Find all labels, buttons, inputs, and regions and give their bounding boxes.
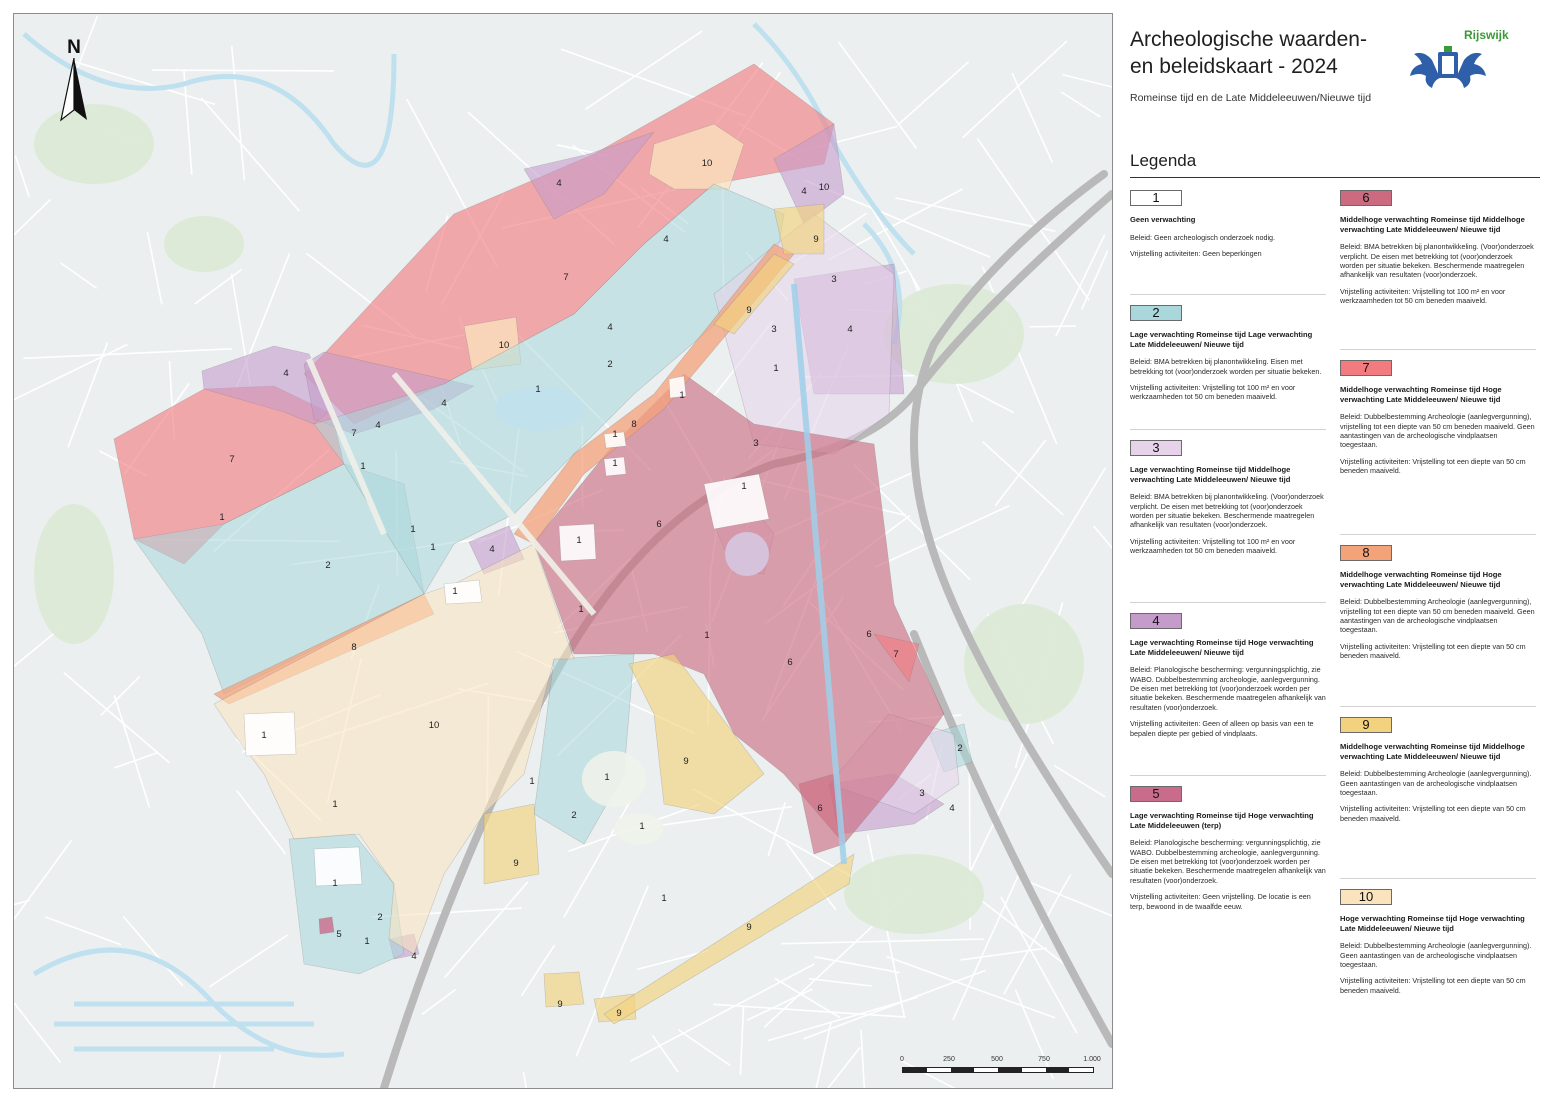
legend-item-description: [1340, 769, 1536, 823]
legend-item-name: Lage verwachting Romeinse tijd Hoge verwachting Late Middeleeuwen (terp): [1130, 811, 1314, 830]
zone-label: 1: [529, 776, 535, 787]
legend-item-beleid: Beleid: Dubbelbestemming Archeologie (aanlegvergunning). Geen aantastingen van de archeologische vindplaatsen toegestaan.: [1340, 941, 1532, 969]
zone-label: 1: [261, 730, 267, 741]
legend-item-name: Middelhoge verwachting Romeinse tijd Middelhoge verwachting Late Middeleeuwen/ Nieuwe tijd: [1340, 742, 1525, 761]
zone-label: 4: [283, 368, 289, 379]
zone-label: 1: [679, 390, 685, 401]
zone-label: 1: [332, 878, 338, 889]
zone-label: 9: [746, 922, 752, 933]
zone-label: 6: [866, 629, 872, 640]
legend-item-description: [1130, 357, 1326, 402]
zone-label: 6: [817, 803, 823, 814]
zone-label: 2: [607, 359, 613, 370]
zone-9: [544, 972, 584, 1007]
legend-item-2: [1130, 305, 1326, 430]
map-title-line: Archeologische waarden-: [1130, 28, 1367, 51]
zone-label: 10: [701, 158, 713, 169]
zone-label: 7: [351, 428, 357, 439]
zone-label: 7: [893, 649, 899, 660]
legend-item-4: [1130, 613, 1326, 776]
legend-swatch: 1: [1130, 190, 1182, 206]
legend-item-name: Geen verwachting: [1130, 215, 1196, 224]
map-frame[interactable]: [13, 13, 1113, 1089]
zone-label: 10: [428, 720, 440, 731]
zone-label: 1: [430, 542, 436, 553]
zone-label: 1: [360, 461, 366, 472]
north-arrow-icon: [60, 58, 88, 128]
zone-label: 6: [656, 519, 662, 530]
zone-label: 9: [616, 1008, 622, 1019]
legend-swatch: 5: [1130, 786, 1182, 802]
map-title: [1130, 26, 1420, 80]
zone-label: 4: [663, 234, 669, 245]
zone-label: 4: [847, 324, 853, 335]
legend-item-vrijstelling: Vrijstelling activiteiten: Geen vrijstelling. De locatie is een terp, bewoond in de twaalfde eeuw.: [1130, 892, 1311, 911]
zone-label: 3: [919, 788, 925, 799]
zone-label: 7: [563, 272, 569, 283]
zone-1: [444, 580, 482, 604]
legend-item-10: [1340, 889, 1536, 1009]
scale-tick: 500: [991, 1056, 1003, 1063]
legend-item-9: [1340, 717, 1536, 879]
scale-tick: 250: [943, 1056, 955, 1063]
zone-label: 1: [741, 481, 747, 492]
zone-label: 1: [364, 936, 370, 947]
side-panel: [1122, 0, 1552, 1100]
legend-item-beleid: Beleid: Dubbelbestemming Archeologie (aanlegvergunning), vrijstelling tot een diepte van 50 cm beneden maaiveld. Geen aantastingen van de archeologische vindplaatsen toegestaan.: [1340, 412, 1535, 450]
zone-1: [704, 474, 769, 529]
legend-item-5: [1130, 786, 1326, 925]
zone-label: 4: [375, 420, 381, 431]
zone-label: 10: [818, 182, 830, 193]
legend-item-vrijstelling: Vrijstelling activiteiten: Geen beperkingen: [1130, 249, 1262, 258]
zone-label: 8: [631, 419, 637, 430]
zone-label: 1: [604, 772, 610, 783]
legend-item-beleid: Beleid: Dubbelbestemming Archeologie (aanlegvergunning). Geen aantastingen van de archeologische vindplaatsen toegestaan.: [1340, 769, 1532, 797]
rijswijk-logo: [1404, 24, 1514, 94]
legend-item-description: [1340, 412, 1536, 475]
legend-swatch: 6: [1340, 190, 1392, 206]
legend-item-description: [1340, 941, 1536, 995]
legend-item-description: [1130, 665, 1326, 738]
zone-label: 1: [576, 535, 582, 546]
legend-item-name: Lage verwachting Romeinse tijd Hoge verwachting Late Middeleeuwen/ Nieuwe tijd: [1130, 638, 1314, 657]
legend-item-description: [1340, 242, 1536, 305]
zone-label: 3: [831, 274, 837, 285]
scale-tick: 0: [900, 1056, 904, 1063]
park-island: [582, 751, 646, 807]
legend-swatch: 3: [1130, 440, 1182, 456]
zone-label: 1: [612, 458, 618, 469]
legend-column-left: [1130, 190, 1326, 935]
zone-label: 7: [229, 454, 235, 465]
legend-item-vrijstelling: Vrijstelling activiteiten: Vrijstelling tot een diepte van 50 cm beneden maaiveld.: [1340, 804, 1526, 823]
street: [1030, 326, 1076, 327]
zone-1: [314, 847, 362, 886]
zone-label: 1: [219, 512, 225, 523]
zone-9: [484, 804, 539, 884]
legend-item-7: [1340, 360, 1536, 535]
map-subtitle: Romeinse tijd en de Late Middeleeuwen/Nieuwe tijd: [1130, 92, 1372, 104]
legend-item-beleid: Beleid: Planologische bescherming: vergunningsplichtig, zie WABO. Dubbelbestemming archeologie, aanlegvergunning. De eisen met betrekking tot (voor)onderzoek worden per situatie bekeken. Beschermende maatregelen afhankelijk van resultaten (voor)onderzoek.: [1130, 665, 1326, 712]
legend-item-3: [1130, 440, 1326, 603]
zone-label: 3: [753, 438, 759, 449]
zone-label: 9: [513, 858, 519, 869]
legend-item-vrijstelling: Vrijstelling activiteiten: Vrijstelling tot 100 m² en voor werkzaamheden tot 50 cm beneden maaiveld.: [1130, 383, 1296, 402]
zone-5: [319, 917, 334, 934]
zone-label: 9: [746, 305, 752, 316]
legend-swatch: 9: [1340, 717, 1392, 733]
legend-item-beleid: Beleid: Geen archeologisch onderzoek nodig.: [1130, 232, 1276, 242]
zone-label: 4: [607, 322, 613, 333]
zone-label: 9: [813, 234, 819, 245]
legend-swatch: 7: [1340, 360, 1392, 376]
zone-label: 2: [325, 560, 331, 571]
legend-item-8: [1340, 545, 1536, 707]
zone-label: 4: [949, 803, 955, 814]
legend-item-name: Hoge verwachting Romeinse tijd Hoge verwachting Late Middeleeuwen/ Nieuwe tijd: [1340, 914, 1525, 933]
green-area: [164, 216, 244, 272]
scale-tick: 1.000: [1083, 1056, 1101, 1063]
legend-item-description: [1130, 233, 1326, 259]
zone-label: 1: [535, 384, 541, 395]
zone-label: 1: [578, 604, 584, 615]
legend-item-beleid: Beleid: BMA betrekken bij planontwikkeling. (Voor)onderzoek verplicht. De eisen met betrekking tot (voor)onderzoek worden per situatie bekeken. Beschermende maatregelen afhankelijk van resultaten (voor)onderzoek.: [1340, 242, 1534, 280]
legend-swatch: 10: [1340, 889, 1392, 905]
north-letter: N: [67, 37, 81, 58]
legend-item-vrijstelling: Vrijstelling activiteiten: Vrijstelling tot 100 m² en voor werkzaamheden tot 50 cm beneden maaiveld.: [1130, 536, 1296, 556]
legend-item-beleid: Beleid: Dubbelbestemming Archeologie (aanlegvergunning), vrijstelling tot een diepte van 50 cm beneden maaiveld. Geen aantastingen van de archeologische vindplaatsen toegestaan.: [1340, 597, 1535, 635]
zone-label: 9: [557, 999, 563, 1010]
zone-label: 1: [452, 586, 458, 597]
zone-label: 2: [377, 912, 383, 923]
zone-label: 10: [498, 340, 510, 351]
scale-tick: 750: [1038, 1056, 1050, 1063]
map-title-line: en beleidskaart - 2024: [1130, 55, 1338, 78]
legend-item-vrijstelling: Vrijstelling activiteiten: Vrijstelling tot 100 m² en voor werkzaamheden tot 50 cm beneden maaiveld.: [1340, 286, 1506, 306]
north-arrow: [52, 38, 96, 130]
legend-swatch: 4: [1130, 613, 1182, 629]
legend-item-description: [1130, 492, 1326, 555]
zone-label: 1: [410, 524, 416, 535]
legend-item-name: Middelhoge verwachting Romeinse tijd Middelhoge verwachting Late Middeleeuwen/ Nieuwe tijd: [1340, 215, 1525, 234]
zone-label: 4: [489, 544, 495, 555]
legend-item-6: [1340, 190, 1536, 350]
zone-label: 1: [639, 821, 645, 832]
legend-item-vrijstelling: Vrijstelling activiteiten: Geen of alleen op basis van een te bepalen diepte per gebied of vindplaats.: [1130, 719, 1314, 738]
zone-label: 1: [704, 630, 710, 641]
zone-label: 5: [336, 929, 342, 940]
green-area: [34, 504, 114, 644]
zone-label: 4: [801, 186, 807, 197]
roundabout: [725, 532, 769, 576]
legend-item-name: Middelhoge verwachting Romeinse tijd Hoge verwachting Late Middeleeuwen/ Nieuwe tijd: [1340, 385, 1502, 404]
legend-item-name: Lage verwachting Romeinse tijd Middelhoge verwachting Late Middeleeuwen/ Nieuwe tijd: [1130, 465, 1291, 484]
legend-title: Legenda: [1130, 151, 1197, 170]
zone-label: 1: [661, 893, 667, 904]
scale-bar-graphic: [902, 1067, 1094, 1073]
legend-item-vrijstelling: Vrijstelling activiteiten: Vrijstelling tot een diepte van 50 cm beneden maaiveld.: [1340, 976, 1526, 995]
zone-label: 6: [787, 657, 793, 668]
logo-text: Rijswijk: [1464, 28, 1509, 42]
zone-label: 1: [612, 429, 618, 440]
legend-item-beleid: Beleid: BMA betrekken bij planontwikkeling. Eisen met betrekking tot (voor)onderzoek worden per situatie bekeken.: [1130, 357, 1322, 376]
zone-label: 4: [556, 178, 562, 189]
zone-label: 4: [411, 951, 417, 962]
zone-label: 9: [683, 756, 689, 767]
zone-label: 2: [571, 810, 577, 821]
zone-label: 8: [351, 642, 357, 653]
legend-item-vrijstelling: Vrijstelling activiteiten: Vrijstelling tot een diepte van 50 cm beneden maaiveld.: [1340, 456, 1526, 476]
legend-divider: [1130, 177, 1540, 178]
legend-swatch: 8: [1340, 545, 1392, 561]
zone-label: 1: [773, 363, 779, 374]
legend-swatch: 2: [1130, 305, 1182, 321]
zone-label: 2: [957, 743, 963, 754]
legend-item-description: [1340, 597, 1536, 660]
legend-item-beleid: Beleid: Planologische bescherming: vergunningsplichtig, zie WABO. Dubbelbestemming archeologie, aanlegvergunning. De eisen met betrekking tot (voor)onderzoek worden per situatie bekeken. Beschermende maatregelen afhankelijk van resultaten (voor)onderzoek.: [1130, 838, 1326, 885]
legend-item-beleid: Beleid: BMA betrekken bij planontwikkeling. (Voor)onderzoek verplicht. De eisen met betrekking tot (voor)onderzoek worden per situatie bekeken. Beschermende maatregelen afhankelijk van resultaten (voor)onderzoek.: [1130, 492, 1324, 530]
street: [152, 70, 334, 71]
legend-item-1: [1130, 190, 1326, 295]
scale-bar: [898, 1054, 1110, 1084]
zone-label: 1: [332, 799, 338, 810]
legend-item-name: Lage verwachting Romeinse tijd Lage verwachting Late Middeleeuwen/ Nieuwe tijd: [1130, 330, 1313, 349]
zone-1: [244, 712, 296, 756]
zone-label: 4: [441, 398, 447, 409]
legend-column-right: [1340, 190, 1536, 1019]
legend-item-name: Middelhoge verwachting Romeinse tijd Hoge verwachting Late Middeleeuwen/ Nieuwe tijd: [1340, 570, 1502, 589]
green-area: [844, 854, 984, 934]
map-canvas[interactable]: [14, 14, 1112, 1088]
scale-ticks: [898, 1054, 1110, 1066]
zone-label: 3: [771, 324, 777, 335]
legend-item-vrijstelling: Vrijstelling activiteiten: Vrijstelling tot een diepte van 50 cm beneden maaiveld.: [1340, 641, 1526, 661]
legend-item-description: [1130, 838, 1326, 911]
